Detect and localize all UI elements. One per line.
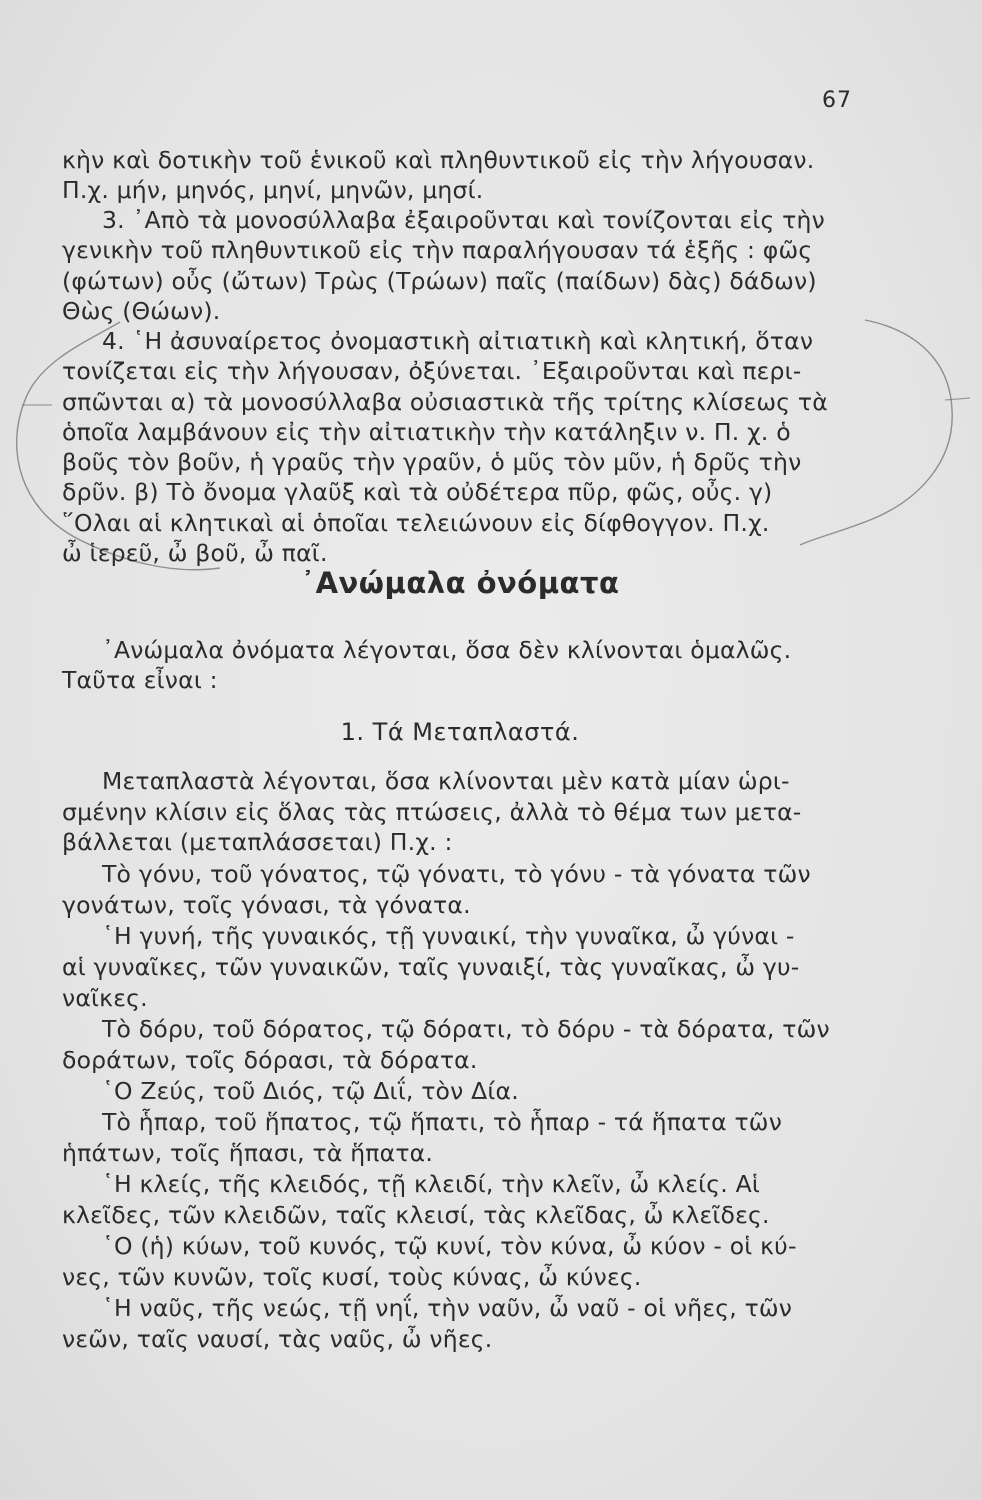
text-line: σμένην κλίσιν εἰς ὅλας τὰς πτώσεις, ἀλλὰ τὸ θέμα των μετα- [62, 798, 802, 826]
text-line: Π.χ. μήν, μηνός, μηνί, μηνῶν, μησί. [62, 176, 484, 204]
text-line: ῾Η ναῦς, τῆς νεώς, τῇ νηΐ, τὴν ναῦν, ὦ ναῦ - οἱ νῆες, τῶν [102, 1294, 793, 1322]
text-line: δοράτων, τοῖς δόρασι, τὰ δόρατα. [62, 1046, 478, 1074]
text-line: δρῦν. β) Τὸ ὄνομα γλαῦξ καὶ τὰ οὐδέτερα πῦρ, φῶς, οὖς. γ) [62, 478, 773, 506]
text-line: (φώτων) οὖς (ὤτων) Τρὼς (Τρώων) παῖς (παίδων) δὰς) δάδων) [62, 267, 817, 295]
text-line: ναῖκες. [62, 984, 148, 1012]
text-line: 4. ῾Η ἀσυναίρετος ὀνομαστικὴ αἰτιατικὴ καὶ κλητική, ὅταν [102, 327, 814, 355]
text-line: Θὼς (Θώων). [62, 297, 221, 325]
text-line: ῾Ο Ζεύς, τοῦ Διός, τῷ Διΐ, τὸν Δία. [102, 1077, 519, 1105]
text-line: ῾Η γυνή, τῆς γυναικός, τῇ γυναικί, τὴν γυναῖκα, ὦ γύναι - [102, 922, 795, 950]
text-line: αἱ γυναῖκες, τῶν γυναικῶν, ταῖς γυναιξί, τὰς γυναῖκας, ὦ γυ- [62, 953, 800, 981]
text-line: ἡπάτων, τοῖς ἥπασι, τὰ ἥπατα. [62, 1139, 434, 1167]
text-line: Μεταπλαστὰ λέγονται, ὅσα κλίνονται μὲν κατὰ μίαν ὡρι- [102, 767, 790, 795]
text-line: Τὸ δόρυ, τοῦ δόρατος, τῷ δόρατι, τὸ δόρυ - τὰ δόρατα, τῶν [102, 1015, 830, 1043]
page-number: 67 [822, 88, 852, 113]
text-line: ὦ ἱερεῦ, ὦ βοῦ, ὦ παῖ. [62, 539, 328, 567]
text-line: ῾Ο (ἡ) κύων, τοῦ κυνός, τῷ κυνί, τὸν κύνα, ὦ κύον - οἱ κύ- [102, 1232, 797, 1260]
text-line: βοῦς τὸν βοῦν, ἡ γραῦς τὴν γραῦν, ὁ μῦς τὸν μῦν, ἡ δρῦς τὴν [62, 448, 802, 476]
text-line: γενικὴν τοῦ πληθυντικοῦ εἰς τὴν παραλήγουσαν τά ἑξῆς : φῶς [62, 236, 813, 264]
text-line: γονάτων, τοῖς γόνασι, τὰ γόνατα. [62, 891, 471, 919]
section-heading: ᾿Ανώμαλα ὀνόματα [300, 566, 620, 600]
text-line: νες, τῶν κυνῶν, τοῖς κυσί, τοὺς κύνας, ὦ κύνες. [62, 1263, 642, 1291]
text-line: Τὸ γόνυ, τοῦ γόνατος, τῷ γόνατι, τὸ γόνυ - τὰ γόνατα τῶν [102, 860, 811, 888]
text-line: ᾿Ανώμαλα ὀνόματα λέγονται, ὅσα δὲν κλίνονται ὁμαλῶς. [102, 636, 792, 664]
text-line: ῾Η κλείς, τῆς κλειδός, τῇ κλειδί, τὴν κλεῖν, ὦ κλείς. Αἱ [102, 1170, 761, 1198]
text-line: Ταῦτα εἶναι : [62, 666, 218, 694]
text-line: κλεῖδες, τῶν κλειδῶν, ταῖς κλεισί, τὰς κλεῖδας, ὦ κλεῖδες. [62, 1201, 770, 1229]
text-line: νεῶν, ταῖς ναυσί, τὰς ναῦς, ὦ νῆες. [62, 1325, 493, 1353]
text-line: Τὸ ἧπαρ, τοῦ ἥπατος, τῷ ἥπατι, τὸ ἧπαρ - τά ἥπατα τῶν [102, 1108, 783, 1136]
text-line: ὁποῖα λαμβάνουν εἰς τὴν αἰτιατικὴν τὴν κατάληξιν ν. Π. χ. ὁ [62, 418, 791, 446]
subsection-heading: 1. Τά Μεταπλαστά. [340, 718, 580, 746]
text-line: τονίζεται εἰς τὴν λήγουσαν, ὀξύνεται. ᾿Εξαιροῦνται καὶ περι- [62, 357, 802, 385]
text-line: βάλλεται (μεταπλάσσεται) Π.χ. : [62, 828, 453, 856]
text-line: σπῶνται α) τὰ μονοσύλλαβα οὐσιαστικὰ τῆς τρίτης κλίσεως τὰ [62, 388, 828, 416]
text-line: ῞Ολαι αἱ κλητικαὶ αἱ ὁποῖαι τελειώνουν εἰς δίφθογγον. Π.χ. [62, 509, 770, 537]
text-line: 3. ᾿Απὸ τὰ μονοσύλλαβα ἐξαιροῦνται καὶ τονίζονται εἰς τὴν [102, 206, 825, 234]
text-line: κὴν καὶ δοτικὴν τοῦ ἑνικοῦ καὶ πληθυντικοῦ εἰς τὴν λήγουσαν. [62, 146, 815, 174]
